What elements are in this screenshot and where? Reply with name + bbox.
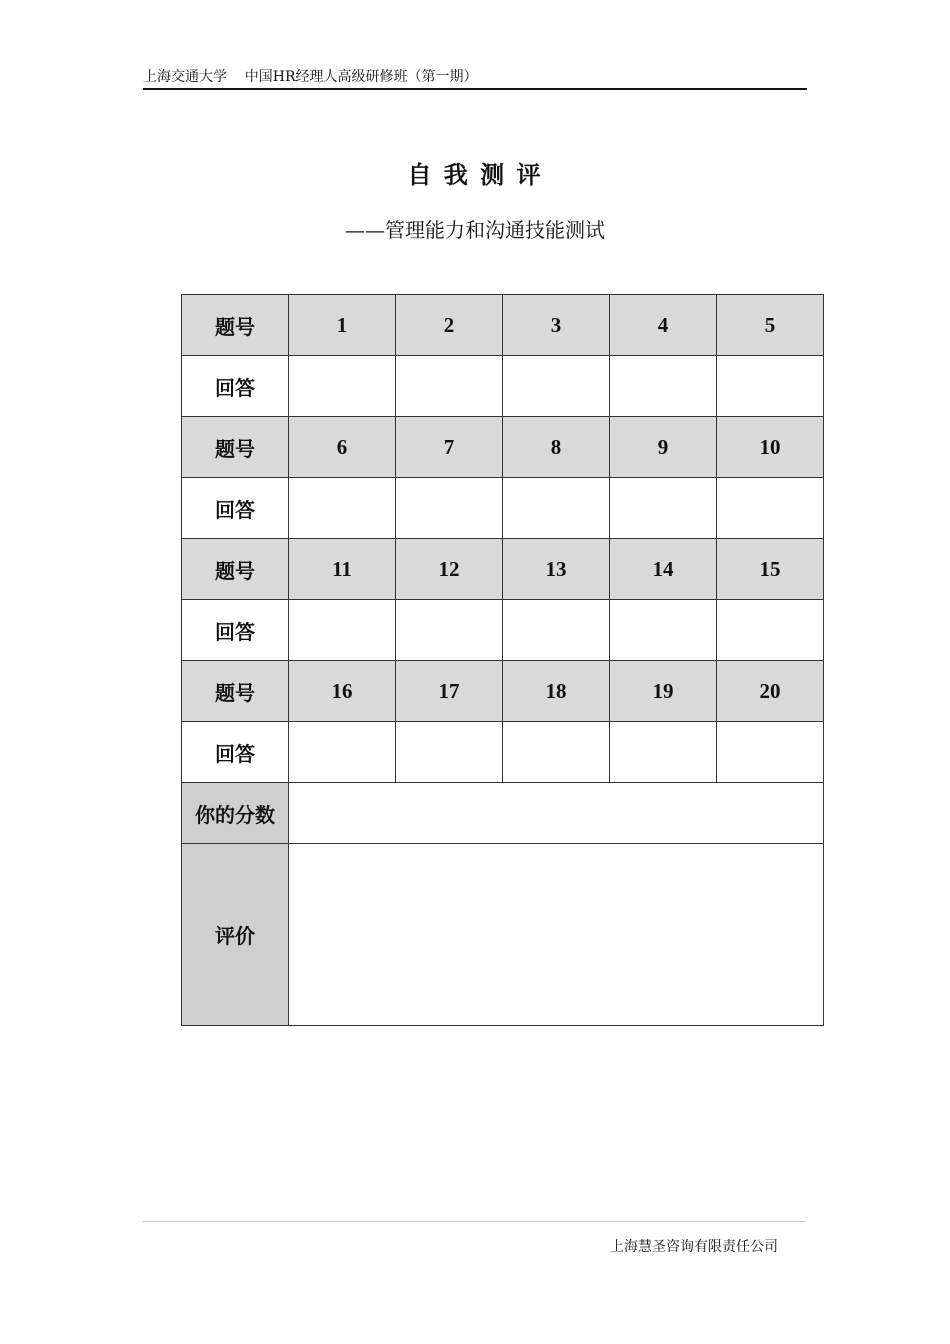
answer-label: 回答 — [182, 722, 289, 783]
footer-company: 上海慧圣咨询有限责任公司 — [610, 1239, 778, 1255]
answer-cell[interactable] — [503, 356, 610, 417]
answer-cell[interactable] — [610, 356, 717, 417]
question-number-label: 题号 — [182, 539, 289, 600]
answer-cell[interactable] — [503, 478, 610, 539]
evaluation-label: 评价 — [182, 844, 289, 1026]
answer-cell[interactable] — [610, 600, 717, 661]
question-number: 8 — [503, 417, 610, 478]
question-row — [182, 539, 824, 600]
answer-cell[interactable] — [717, 722, 824, 783]
question-number: 4 — [610, 295, 717, 356]
question-number: 12 — [396, 539, 503, 600]
evaluation-row — [182, 844, 824, 1026]
answer-cell[interactable] — [396, 600, 503, 661]
answer-cell[interactable] — [610, 722, 717, 783]
question-number: 11 — [289, 539, 396, 600]
question-number: 1 — [289, 295, 396, 356]
answer-cell[interactable] — [289, 356, 396, 417]
question-row — [182, 661, 824, 722]
score-row — [182, 783, 824, 844]
question-number: 2 — [396, 295, 503, 356]
evaluation-field[interactable] — [289, 844, 824, 1026]
answer-cell[interactable] — [717, 600, 824, 661]
question-number: 18 — [503, 661, 610, 722]
answer-row — [182, 722, 824, 783]
answer-sheet-table — [181, 294, 824, 1026]
answer-row — [182, 600, 824, 661]
answer-cell[interactable] — [503, 722, 610, 783]
score-field[interactable] — [289, 783, 824, 844]
answer-cell[interactable] — [717, 478, 824, 539]
question-number: 20 — [717, 661, 824, 722]
answer-cell[interactable] — [503, 600, 610, 661]
answer-label: 回答 — [182, 478, 289, 539]
answer-cell[interactable] — [289, 478, 396, 539]
answer-cell[interactable] — [289, 722, 396, 783]
question-number-label: 题号 — [182, 295, 289, 356]
answer-label: 回答 — [182, 600, 289, 661]
answer-row — [182, 478, 824, 539]
question-number-label: 题号 — [182, 661, 289, 722]
page-header: 上海交通大学 中国HR经理人高级研修班（第一期） — [143, 66, 807, 90]
answer-cell[interactable] — [717, 356, 824, 417]
question-number: 7 — [396, 417, 503, 478]
question-number: 6 — [289, 417, 396, 478]
question-number-label: 题号 — [182, 417, 289, 478]
answer-row — [182, 356, 824, 417]
question-number: 9 — [610, 417, 717, 478]
page-subtitle: ——管理能力和沟通技能测试 — [345, 218, 605, 242]
question-number: 13 — [503, 539, 610, 600]
answer-label: 回答 — [182, 356, 289, 417]
question-number: 19 — [610, 661, 717, 722]
question-row — [182, 417, 824, 478]
answer-cell[interactable] — [396, 356, 503, 417]
answer-cell[interactable] — [396, 478, 503, 539]
question-number: 3 — [503, 295, 610, 356]
question-number: 17 — [396, 661, 503, 722]
question-number: 16 — [289, 661, 396, 722]
question-row — [182, 295, 824, 356]
answer-cell[interactable] — [396, 722, 503, 783]
score-label: 你的分数 — [182, 783, 289, 844]
footer-divider — [143, 1221, 805, 1222]
question-number: 15 — [717, 539, 824, 600]
question-number: 10 — [717, 417, 824, 478]
question-number: 5 — [717, 295, 824, 356]
answer-cell[interactable] — [610, 478, 717, 539]
answer-cell[interactable] — [289, 600, 396, 661]
question-number: 14 — [610, 539, 717, 600]
page-title: 自 我 测 评 — [407, 161, 543, 189]
